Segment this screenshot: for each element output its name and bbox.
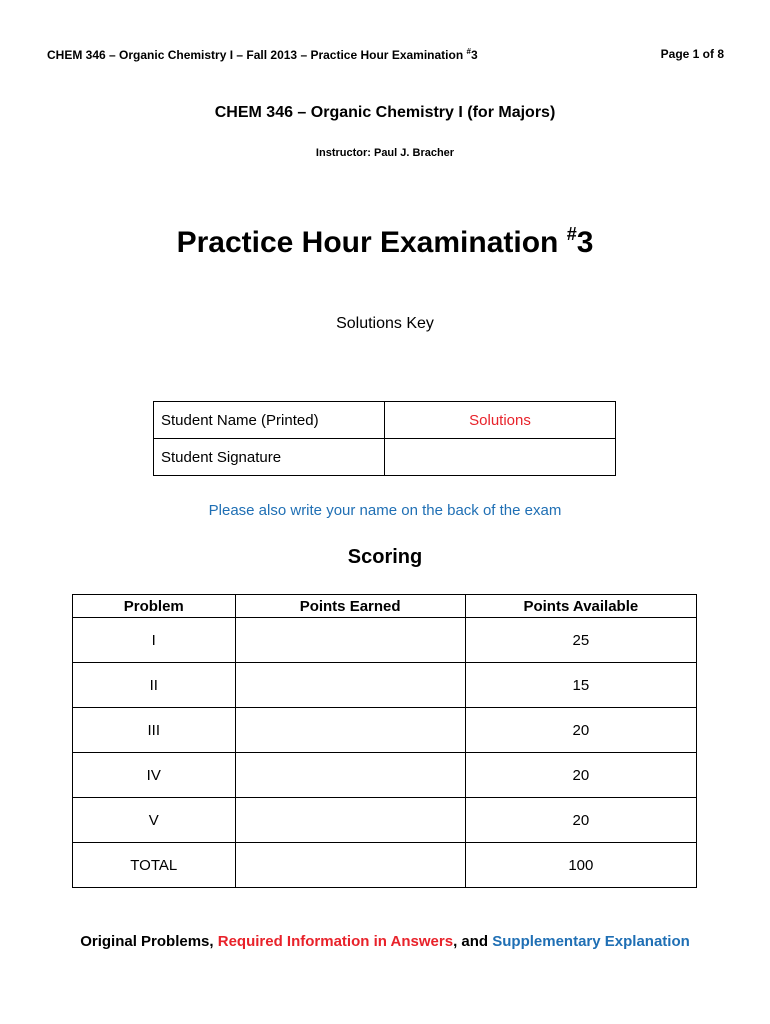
- instructor-line: Instructor: Paul J. Bracher: [315, 147, 455, 159]
- running-header: [47, 47, 478, 62]
- page-number: Page 1 of 8: [660, 47, 724, 61]
- student-signature-label: Student Signature: [154, 439, 385, 476]
- points-earned-cell[interactable]: [235, 843, 465, 888]
- legend-required: Required Information in Answers: [217, 933, 454, 950]
- header-points-available: Points Available: [465, 595, 696, 618]
- problem-cell: I: [73, 618, 236, 663]
- header-points-earned: Points Earned: [235, 595, 465, 618]
- points-available-cell: 25: [465, 618, 696, 663]
- total-row: [73, 843, 697, 888]
- running-header-hash: #: [466, 47, 471, 56]
- points-earned-cell[interactable]: [235, 618, 465, 663]
- legend-and: , and: [453, 933, 493, 950]
- table-row: [73, 753, 697, 798]
- problem-cell: V: [73, 798, 236, 843]
- points-available-cell: 20: [465, 753, 696, 798]
- points-available-cell: 15: [465, 663, 696, 708]
- table-row: [73, 798, 697, 843]
- points-earned-cell[interactable]: [235, 753, 465, 798]
- points-earned-cell[interactable]: [235, 798, 465, 843]
- scoring-table: [72, 594, 697, 888]
- points-earned-cell[interactable]: [235, 708, 465, 753]
- student-signature-row: [154, 439, 616, 476]
- problem-cell: TOTAL: [73, 843, 236, 888]
- points-available-cell: 20: [465, 798, 696, 843]
- color-legend-footer: [0, 933, 770, 950]
- student-name-value[interactable]: Solutions: [385, 402, 616, 439]
- solutions-key-subtitle: Solutions Key: [336, 315, 434, 332]
- exam-title-text: Practice Hour Examination: [176, 226, 567, 259]
- table-row: [73, 618, 697, 663]
- name-reminder-note: Please also write your name on the back of the exam: [208, 502, 562, 519]
- course-title: CHEM 346 – Organic Chemistry I (for Majors): [214, 104, 556, 121]
- exam-title-number: 3: [576, 226, 594, 259]
- student-name-label: Student Name (Printed): [154, 402, 385, 439]
- problem-cell: III: [73, 708, 236, 753]
- exam-title: [0, 226, 770, 260]
- points-available-cell: 20: [465, 708, 696, 753]
- student-info-table: [153, 401, 616, 476]
- legend-original: Original Problems,: [80, 933, 218, 950]
- problem-cell: IV: [73, 753, 236, 798]
- table-row: [73, 663, 697, 708]
- table-row: [73, 708, 697, 753]
- scoring-header-row: [73, 595, 697, 618]
- problem-cell: II: [73, 663, 236, 708]
- exam-title-hash: #: [566, 224, 577, 244]
- running-header-text: CHEM 346 – Organic Chemistry I – Fall 2013 – Practice Hour Examination: [47, 48, 464, 62]
- student-name-row: [154, 402, 616, 439]
- header-problem: Problem: [73, 595, 236, 618]
- points-available-cell: 100: [465, 843, 696, 888]
- scoring-heading: Scoring: [347, 546, 423, 568]
- points-earned-cell[interactable]: [235, 663, 465, 708]
- running-header-number: 3: [470, 48, 478, 62]
- student-signature-value[interactable]: [385, 439, 616, 476]
- legend-supplementary: Supplementary Explanation: [492, 933, 690, 950]
